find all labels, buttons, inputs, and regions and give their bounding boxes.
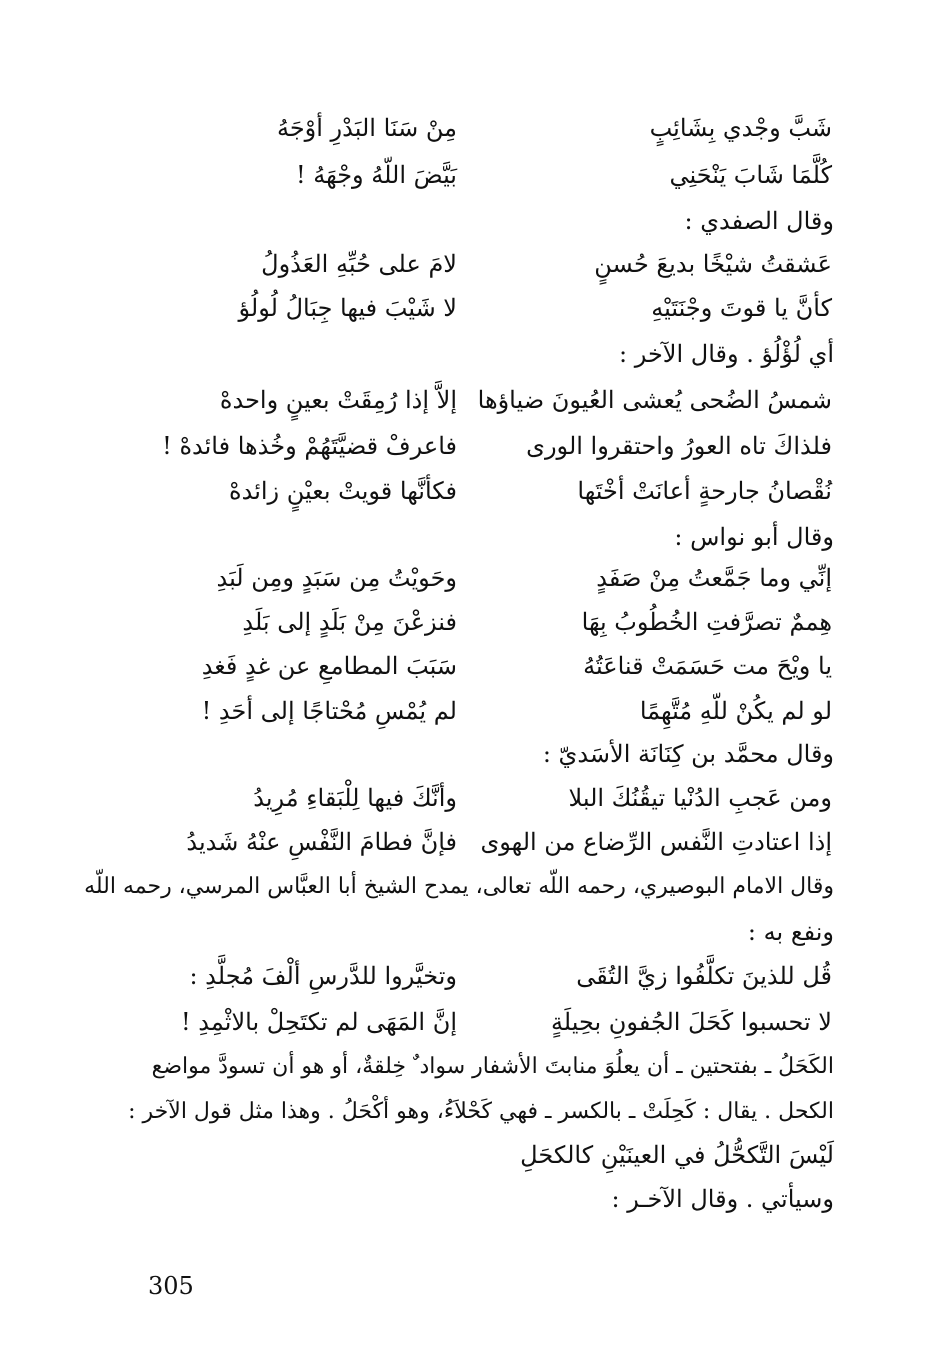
verse-first-hemistich: نُقْصانُ جارحةٍ أعانَتْ أخْتَها bbox=[577, 477, 832, 505]
page-number: 305 bbox=[148, 1272, 194, 1300]
verse-second-hemistich: إنَّ المَهَى لم تكتَحِلْ بالاثْمِدِ ! bbox=[181, 1008, 457, 1036]
prose-line: الكَحَلُ ـ بفتحتين ـ أن يعلُوَ منابتَ الأشفار سواد ٌ خِلقةٌ، أو هو أن تسودَّ مواضع bbox=[151, 1054, 834, 1079]
verse-first-hemistich: شَبَّ وجْدي بِشَائِبٍ bbox=[649, 114, 832, 142]
prose-line: لَيْسَ التَّكحُّلُ في العينَيْنِ كالكحَلِ bbox=[520, 1141, 834, 1169]
prose-line: الكحل . يقال : كَحِلَتْ ـ بالكسر ـ فهي كَحْلاَءُ، وهو أكْحَلُ . وهذا مثل قول الآخر : bbox=[128, 1099, 834, 1124]
prose-line: وسيأتي . وقال الآخـر : bbox=[611, 1185, 834, 1213]
verse-second-hemistich: لامَ على حُبِّهِ العَذُولُ bbox=[261, 250, 457, 278]
verse-line bbox=[112, 161, 832, 201]
verse-first-hemistich: شمسُ الضُحى يُعشى العُيونَ ضياؤها bbox=[477, 386, 832, 414]
verse-second-hemistich: وحَويْتُ مِن سَبَدٍ ومِن لَبَدِ bbox=[216, 564, 457, 592]
verse-second-hemistich: فنزعْنَ مِنْ بَلَدٍ إلى بَلَدِ bbox=[242, 608, 457, 636]
verse-line bbox=[112, 828, 832, 868]
intro-safadi: وقال الصفدي : bbox=[684, 207, 834, 235]
verse-second-hemistich: لم يُمْسِ مُحْتاجًا إلى أحَدِ ! bbox=[201, 697, 457, 725]
verse-first-hemistich: لا تحسبوا كَحَلَ الجُفونِ بحِيلَةٍ bbox=[550, 1008, 832, 1036]
verse-first-hemistich: إذا اعتادتِ النَّفس الرِّضاع من الهوى bbox=[480, 828, 832, 856]
note-lulu: أي لُؤْلُؤ . وقال الآخر : bbox=[619, 340, 834, 368]
verse-first-hemistich: إنِّي وما جَمَّعتُ مِنْ صَفَدٍ bbox=[596, 564, 832, 592]
verse-line bbox=[112, 477, 832, 517]
verse-line bbox=[112, 294, 832, 334]
verse-first-hemistich: كأنَّ يا قوتَ وجْنَتَيْهِ bbox=[651, 294, 832, 322]
verse-line bbox=[112, 784, 832, 824]
verse-second-hemistich: فإنَّ فطامَ النَّفْسِ عنْهُ شَديدُ bbox=[186, 828, 457, 856]
verse-second-hemistich: وتخيَّروا للدَّرسِ ألْفَ مُجلَّدِ : bbox=[189, 962, 457, 990]
intro-abu-nuwas: وقال أبو نواس : bbox=[674, 523, 834, 551]
verse-second-hemistich: سَبَبَ المطامعِ عن غدٍ فَغدِ bbox=[201, 652, 457, 680]
verse-line bbox=[112, 564, 832, 604]
verse-second-hemistich: فكأنَّها قويتْ بعيْنٍ زائدهْ bbox=[229, 477, 457, 505]
verse-first-hemistich: ومن عَجبِ الدُنْيا تيقُنُكَ البلا bbox=[568, 784, 832, 812]
verse-line bbox=[112, 608, 832, 648]
prose-line: ونفع به : bbox=[747, 918, 834, 946]
verse-first-hemistich: كُلَّمَا شَابَ يَنْحَنِي bbox=[669, 161, 832, 189]
verse-line bbox=[112, 432, 832, 472]
verse-line bbox=[112, 386, 832, 426]
verse-second-hemistich: لا شَيْبَ فيها جِبَالُ لُولُؤ bbox=[238, 294, 457, 322]
verse-second-hemistich: فاعرفْ قضيَّتَهُمْ وخُذها فائدهْ ! bbox=[162, 432, 457, 460]
verse-line bbox=[112, 1008, 832, 1048]
verse-second-hemistich: مِنْ سَنَا البَدْرِ أوْجَهُ bbox=[276, 114, 457, 142]
verse-first-hemistich: فلذاكَ تاه العورُ واحتقروا الورى bbox=[526, 432, 832, 460]
verse-first-hemistich: لو لم يكُنْ للّهِ مُتَّهِمًا bbox=[639, 697, 832, 725]
verse-line bbox=[112, 697, 832, 737]
verse-first-hemistich: يا ويْحَ مت حَسَمَتْ قناعَتُهُ bbox=[583, 652, 832, 680]
verse-line bbox=[112, 652, 832, 692]
verse-line bbox=[112, 114, 832, 154]
verse-first-hemistich: قُل للذينَ تكلَّفُوا زيَّ التُقَى bbox=[576, 962, 832, 990]
verse-second-hemistich: إلاَّ إذا رُمِقَتْ بعينٍ واحدهْ bbox=[219, 386, 457, 414]
intro-kinana: وقال محمَّد بن كِنَانَة الأسَديّ : bbox=[542, 740, 834, 768]
verse-first-hemistich: هِممٌ تصرَّفتِ الخُطُوبُ بِهَا bbox=[581, 608, 832, 636]
verse-second-hemistich: وأنَّكَ فيها لِلْبَقاءِ مُرِيدُ bbox=[253, 784, 457, 812]
prose-line: وقال الامام البوصيري، رحمه اللّه تعالى، يمدح الشيخ أبا العبَّاس المرسي، رحمه اللّه bbox=[84, 874, 834, 899]
verse-line bbox=[112, 962, 832, 1002]
verse-line bbox=[112, 250, 832, 290]
verse-second-hemistich: بَيَّضَ اللّهُ وجْهَهُ ! bbox=[295, 161, 457, 189]
verse-first-hemistich: عَشقتُ شيْخًا بديعَ حُسنٍ bbox=[594, 250, 832, 278]
